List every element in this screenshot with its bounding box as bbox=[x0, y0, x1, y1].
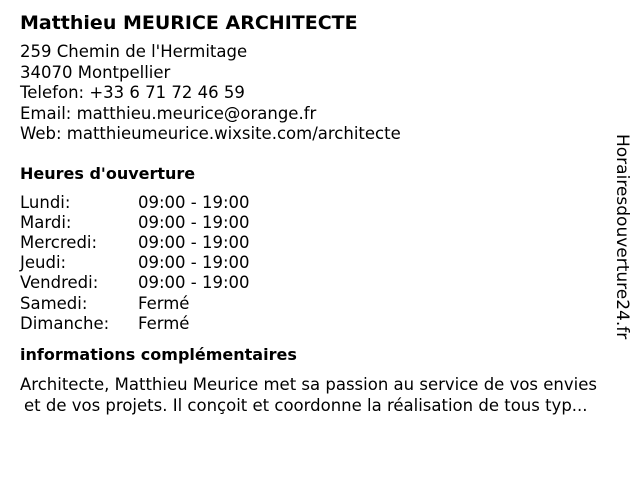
day-label: Vendredi: bbox=[20, 273, 99, 293]
hours-row-sunday bbox=[20, 314, 250, 334]
opening-hours-heading: Heures d'ouverture bbox=[20, 163, 196, 183]
hours-row-friday bbox=[20, 273, 250, 293]
business-name: Matthieu MEURICE ARCHITECTE bbox=[20, 12, 358, 34]
hours-row-saturday bbox=[20, 294, 250, 314]
hours-row-wednesday bbox=[20, 233, 250, 253]
description-line-2: et de vos projets. Il conçoit et coordonne la réalisation de tous typ... bbox=[24, 395, 588, 415]
day-hours: 09:00 - 19:00 bbox=[138, 273, 250, 293]
site-watermark: Horairesdouverture24.fr bbox=[612, 134, 632, 340]
day-hours: 09:00 - 19:00 bbox=[138, 253, 250, 273]
day-hours: Fermé bbox=[138, 313, 190, 333]
web-line: Web: matthieumeurice.wixsite.com/architecte bbox=[20, 124, 401, 143]
day-hours: 09:00 - 19:00 bbox=[138, 232, 250, 252]
address-street: 259 Chemin de l'Hermitage bbox=[20, 42, 248, 61]
day-label: Mardi: bbox=[20, 212, 72, 232]
additional-info-heading: informations complémentaires bbox=[20, 344, 297, 364]
day-label: Mercredi: bbox=[20, 232, 98, 252]
day-label: Samedi: bbox=[20, 293, 88, 313]
day-hours: 09:00 - 19:00 bbox=[138, 192, 250, 212]
hours-row-thursday bbox=[20, 253, 250, 273]
day-hours: 09:00 - 19:00 bbox=[138, 212, 250, 232]
opening-hours-table bbox=[20, 193, 250, 334]
description-line-1: Architecte, Matthieu Meurice met sa passion au service de vos envies bbox=[20, 374, 597, 394]
business-description bbox=[20, 374, 625, 416]
address-city: 34070 Montpellier bbox=[20, 62, 171, 82]
day-hours: Fermé bbox=[138, 293, 190, 313]
day-label: Jeudi: bbox=[20, 253, 67, 273]
hours-row-monday bbox=[20, 193, 250, 213]
business-card bbox=[20, 10, 610, 416]
day-label: Dimanche: bbox=[20, 313, 110, 333]
day-label: Lundi: bbox=[20, 192, 71, 212]
email-line: Email: matthieu.meurice@orange.fr bbox=[20, 103, 317, 123]
hours-row-tuesday bbox=[20, 213, 250, 233]
phone-line: Telefon: +33 6 71 72 46 59 bbox=[20, 83, 245, 102]
